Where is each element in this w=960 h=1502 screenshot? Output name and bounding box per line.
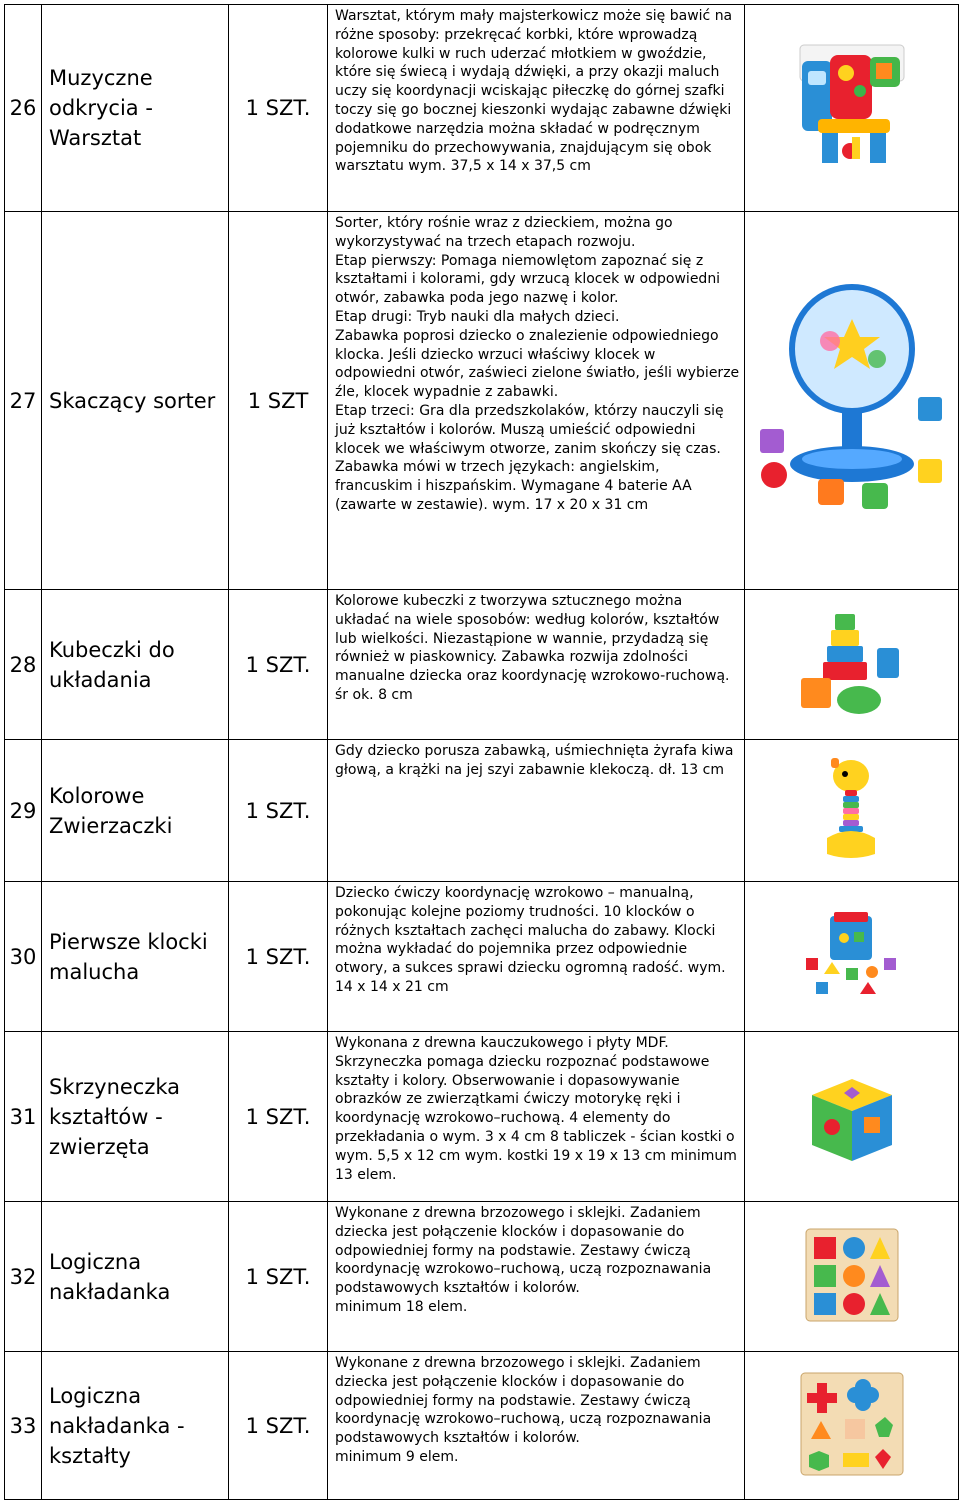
- description-paragraph: minimum 18 elem.: [335, 1298, 468, 1315]
- item-name: Kubeczki do układania: [42, 590, 229, 740]
- item-number: 27: [5, 212, 42, 590]
- item-number: 28: [5, 590, 42, 740]
- item-image-cell: [745, 212, 959, 590]
- wooden-shape-cube-icon: [802, 1065, 902, 1165]
- item-image-cell: [745, 590, 959, 740]
- item-number: 31: [5, 1032, 42, 1202]
- item-number: 30: [5, 882, 42, 1032]
- description-paragraph: Gdy dziecko porusza zabawką, uśmiechnięta żyrafa kiwa głową, a krążki na jej szyi zabawnie klekoczą. dł. 13 cm: [335, 743, 734, 778]
- description-paragraph: Etap drugi: Tryb nauki dla małych dzieci.: [335, 308, 620, 325]
- description-paragraph: śr ok. 8 cm: [335, 686, 413, 703]
- stacking-cups-icon: [797, 608, 907, 718]
- item-name: Logiczna nakładanka: [42, 1202, 229, 1352]
- item-image-cell: [745, 1202, 959, 1352]
- item-image-cell: [745, 1352, 959, 1500]
- item-name: Logiczna nakładanka - kształty: [42, 1352, 229, 1500]
- item-quantity: 1 SZT.: [229, 740, 328, 882]
- item-description: [328, 1352, 745, 1500]
- description-paragraph: Etap trzeci: Gra dla przedszkolaków, którzy nauczyli się już kształtów i kolorów. Muszą umieścić odpowiedni klocek we właściwym otworze, zanim skończy się czas.: [335, 402, 724, 457]
- shapes-puzzle-board-icon: [797, 1369, 907, 1479]
- item-image-cell: [745, 882, 959, 1032]
- description-paragraph: Warsztat, którym mały majsterkowicz może się bawić na różne sposoby: przekręcać korbki, które wprowadzą kolorowe kulki w ruch uderzać młotkiem w gwoździe, które się świecą i wydają dźwięki, a przy okazji maluch uczy się koordynacji wciskając piłeczkę do górnej szafki toczy się go bocznej kieszonki wydając zabawne dźwięki dodatkowe narzędzia można składać w podręcznym pojemniku do przechowywania, znajdującym się obok warsztatu wym. 37,5 x 14 x 37,5 cm: [335, 8, 733, 175]
- item-quantity: 1 SZT.: [229, 1202, 328, 1352]
- item-quantity: 1 SZT.: [229, 1032, 328, 1202]
- workbench-toy-icon: [792, 41, 912, 171]
- description-paragraph: Zabawka poprosi dziecko o znalezienie odpowiedniego klocka. Jeśli dziecko wrzuci właściwy klocek w odpowiedni otwór, zaświeci zielone światło, jeśli wybierze źle, klocek wypadnie z zabawki.: [335, 327, 740, 401]
- item-quantity: 1 SZT.: [229, 882, 328, 1032]
- item-image-cell: [745, 1032, 959, 1202]
- item-description: [328, 212, 745, 590]
- item-number: 33: [5, 1352, 42, 1500]
- description-paragraph: Wykonane z drewna brzozowego i sklejki. Zadaniem dziecka jest połączenie klocków i dopasowanie do odpowiedniej formy na podstawie. Zestawy ćwiczą koordynację wzrokowo–ruchową, uczą rozpoznawania podstawowych kształtów i kolorów.: [335, 1205, 712, 1297]
- description-paragraph: minimum 9 elem.: [335, 1448, 459, 1465]
- description-paragraph: Sorter, który rośnie wraz z dzieckiem, można go wykorzystywać na trzech etapach rozwoju.: [335, 215, 673, 250]
- shape-sorter-toy-icon: [752, 279, 952, 519]
- item-quantity: 1 SZT.: [229, 5, 328, 212]
- items-table-bottom: [4, 881, 959, 1500]
- giraffe-rattle-icon: [817, 754, 887, 864]
- table-row: [5, 740, 959, 882]
- item-name: Kolorowe Zwierzaczki: [42, 740, 229, 882]
- item-description: [328, 1202, 745, 1352]
- description-paragraph: Wykonana z drewna kauczukowego i płyty MDF. Skrzyneczka pomaga dziecku rozpoznać podstawowe kształty i kolory. Obserwowanie i dopasowywanie obrazków ze zwierzątkami ćwiczy motorykę ręki i koordynację wzrokowo–ruchową. 4 elementy do przekładania o wym. 3 x 4 cm 8 tabliczek - ścian kostki o wym. 5,5 x 12 cm wym. kostki 19 x 19 x 13 cm minimum 13 elem.: [335, 1035, 737, 1183]
- description-paragraph: Kolorowe kubeczki z tworzywa sztucznego można układać na wiele sposobów: według kolorów, kształtów lub wielkości. Niezastąpione w wannie, przydadzą się również w piaskownicy. Zabawka rozwija zdolności manualne dziecka oraz koordynację wzrokowo-ruchową.: [335, 593, 730, 685]
- table-row: [5, 1202, 959, 1352]
- table-row: [5, 212, 959, 590]
- item-description: [328, 590, 745, 740]
- item-description: [328, 882, 745, 1032]
- table-row: [5, 590, 959, 740]
- table-row: [5, 882, 959, 1032]
- description-paragraph: Wykonane z drewna brzozowego i sklejki. Zadaniem dziecka jest połączenie klocków i dopasowanie do odpowiedniej formy na podstawie. Zestawy ćwiczą koordynację wzrokowo–ruchową, uczą rozpoznawania podstawowych kształtów i kolorów.: [335, 1355, 712, 1447]
- item-quantity: 1 SZT.: [229, 1352, 328, 1500]
- item-quantity: 1 SZT: [229, 212, 328, 590]
- description-paragraph: Etap pierwszy: Pomaga niemowlętom zapoznać się z kształtami i kolorami, gdy wrzucą klocek w odpowiedni otwór, zabawka poda jego nazwę i kolor.: [335, 252, 721, 307]
- table-row: [5, 5, 959, 212]
- shape-puzzle-board-icon: [802, 1225, 902, 1325]
- item-description: [328, 1032, 745, 1202]
- item-name: Skrzyneczka kształtów - zwierzęta: [42, 1032, 229, 1202]
- item-name: Pierwsze klocki malucha: [42, 882, 229, 1032]
- item-image-cell: [745, 5, 959, 212]
- description-paragraph: Dziecko ćwiczy koordynację wzrokowo – manualną, pokonując kolejne poziomy trudności. 10 klocków o różnych kształtach zachęci malucha do zabawy. Klocki można wykładać do pojemnika przez odpowiednie otwory, a sukces sprawi dziecku ogromną radość. wym. 14 x 14 x 21 cm: [335, 885, 726, 995]
- item-name: Muzyczne odkrycia - Warsztat: [42, 5, 229, 212]
- item-quantity: 1 SZT.: [229, 590, 328, 740]
- item-number: 26: [5, 5, 42, 212]
- item-image-cell: [745, 740, 959, 882]
- table-row: [5, 1032, 959, 1202]
- item-number: 32: [5, 1202, 42, 1352]
- item-number: 29: [5, 740, 42, 882]
- block-bucket-icon: [802, 910, 902, 1000]
- items-table-top: [4, 4, 959, 882]
- item-name: Skaczący sorter: [42, 212, 229, 590]
- item-description: [328, 740, 745, 882]
- table-row: [5, 1352, 959, 1500]
- item-description: [328, 5, 745, 212]
- description-paragraph: Zabawka mówi w trzech językach: angielskim, francuskim i hiszpańskim. Wymagane 4 baterie AA (zawarte w zestawie). wym. 17 x 20 x 31 cm: [335, 459, 692, 513]
